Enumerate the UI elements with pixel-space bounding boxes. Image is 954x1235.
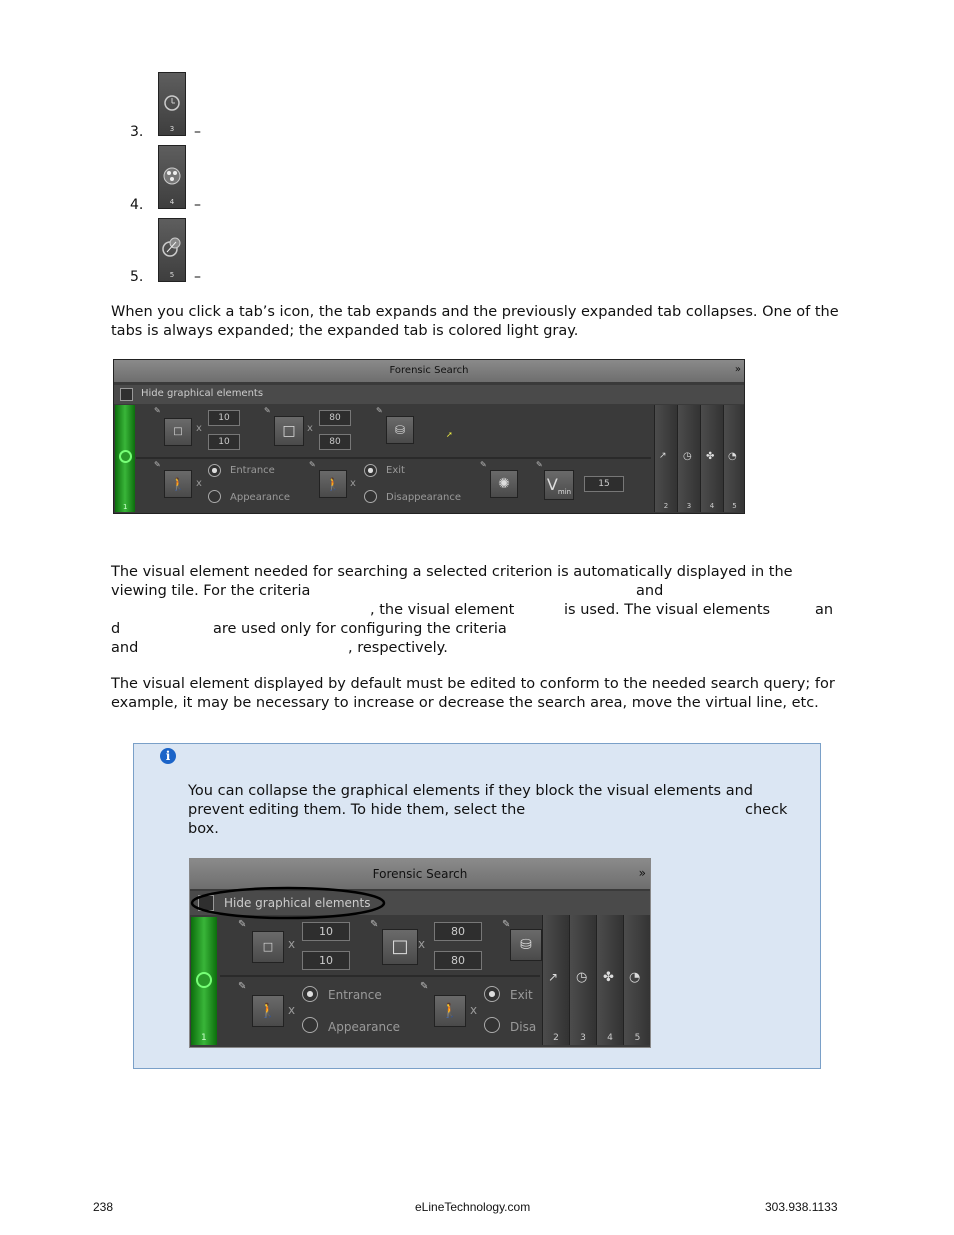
clock-icon: ◷: [576, 970, 588, 985]
list-number: 3.: [130, 124, 144, 140]
speed-icon: ◔: [629, 970, 641, 985]
height-min-spinner[interactable]: 10: [208, 434, 240, 450]
tab-digit: 3: [169, 125, 175, 133]
page-number: 238: [93, 1200, 114, 1214]
hide-graphical-checkbox[interactable]: [120, 388, 133, 401]
tab-1-active[interactable]: 1: [191, 917, 217, 1045]
exit-radio[interactable]: [484, 986, 500, 1002]
entrance-label: Entrance: [328, 988, 382, 1002]
object-icon: [119, 450, 132, 463]
entrance-radio[interactable]: [302, 986, 318, 1002]
exit-area-button[interactable]: 🚶: [319, 470, 347, 498]
edit-icon[interactable]: ✎: [154, 460, 161, 469]
disappearance-radio[interactable]: [484, 1017, 500, 1033]
edit-icon[interactable]: ✎: [238, 919, 247, 930]
colors-icon: ✤: [706, 451, 715, 462]
tab-3[interactable]: ◷ 3: [569, 915, 596, 1045]
edit-icon[interactable]: ✎: [264, 406, 271, 415]
edit-icon[interactable]: ✎: [370, 919, 379, 930]
speed-tab-icon: [158, 218, 186, 282]
panel-title: Forensic Search: [190, 859, 650, 889]
forensic-search-panel-zoomed: Forensic Search » Hide graphical elements 1 ✎ □ x 10 10 ✎ □ x 80 80 ✎ ⛁ ✎ 🚶 x Entrance Appearance ✎ 🚶 x Exit Disa ↗ 2 ◷ 3 ✤ 4 ◔ 5: [189, 858, 651, 1048]
info-icon: i: [160, 748, 176, 764]
appearance-label: Appearance: [230, 492, 291, 503]
height-max-spinner[interactable]: 80: [434, 951, 482, 970]
edit-icon[interactable]: ✎: [420, 981, 429, 992]
direction-icon: ↗: [659, 451, 667, 461]
edit-icon[interactable]: ✎: [238, 981, 247, 992]
divider: [136, 457, 651, 459]
list-number: 4.: [130, 197, 144, 213]
divider: [220, 975, 540, 977]
forensic-search-panel: Forensic Search » Hide graphical elements 1 ✎ □ x 10 10 ✎ □ x 80 80 ✎ ⛁ ➚ ✎ 🚶 x Entrance Appearance ✎ 🚶 x Exit Disappearance ✎ ✺ ✎ $V_{min}$ 15 ↗ 2 ◷ 3 ✤ 4 ◔ 5: [113, 359, 745, 514]
disappearance-label: Disa: [510, 1020, 537, 1034]
area-small-button[interactable]: □: [164, 418, 192, 446]
entrance-label: Entrance: [230, 465, 275, 476]
exit-radio[interactable]: [364, 464, 377, 477]
edit-icon[interactable]: ✎: [480, 460, 487, 469]
hide-graphical-label: Hide graphical elements: [224, 896, 371, 910]
edit-icon[interactable]: ✎: [536, 460, 543, 469]
tab-4[interactable]: ✤ 4: [596, 915, 623, 1045]
tab-2[interactable]: ↗ 2: [654, 405, 677, 512]
height-max-spinner[interactable]: 80: [319, 434, 351, 450]
color-wheel-button[interactable]: ✺: [490, 470, 518, 498]
tab-1-active[interactable]: 1: [115, 405, 135, 512]
hide-graphical-row[interactable]: [114, 385, 744, 404]
tab-2[interactable]: ↗ 2: [542, 915, 569, 1045]
collapse-chevron-icon[interactable]: »: [638, 866, 646, 880]
colors-icon: ✤: [603, 970, 614, 985]
appearance-radio[interactable]: [302, 1017, 318, 1033]
color-bucket-button[interactable]: ⛁: [510, 929, 542, 961]
list-number: 5.: [130, 269, 144, 285]
entrance-radio[interactable]: [208, 464, 221, 477]
speed-spinner[interactable]: 15: [584, 476, 624, 492]
width-min-spinner[interactable]: 10: [208, 410, 240, 426]
entrance-area-button[interactable]: 🚶: [252, 995, 284, 1027]
speed-button[interactable]: $V_{min}$: [544, 470, 574, 500]
height-min-spinner[interactable]: 10: [302, 951, 350, 970]
width-min-spinner[interactable]: 10: [302, 922, 350, 941]
exit-label: Exit: [510, 988, 533, 1002]
tab-5[interactable]: ◔ 5: [723, 405, 745, 512]
clock-tab-icon: [158, 72, 186, 136]
exit-area-button[interactable]: 🚶: [434, 995, 466, 1027]
clock-icon: ◷: [683, 451, 692, 462]
appearance-label: Appearance: [328, 1020, 401, 1034]
tab-5[interactable]: ◔ 5: [623, 915, 651, 1045]
list-dash: –: [194, 124, 201, 140]
panel-title: Forensic Search: [114, 360, 744, 382]
edit-paragraph: The visual element displayed by default must be edited to conform to the needed search query; for example, it may be necessary to increase or decrease the search area, move the virtual line, etc.: [111, 676, 835, 711]
exit-label: Exit: [386, 465, 405, 476]
edit-icon[interactable]: ✎: [309, 460, 316, 469]
width-max-spinner[interactable]: 80: [434, 922, 482, 941]
edit-icon[interactable]: ✎: [502, 919, 511, 930]
tab-4[interactable]: ✤ 4: [700, 405, 723, 512]
cursor-icon: ➚: [446, 430, 453, 439]
colors-tab-icon: [158, 145, 186, 209]
edit-icon[interactable]: ✎: [376, 406, 383, 415]
list-dash: –: [194, 269, 201, 285]
width-max-spinner[interactable]: 80: [319, 410, 351, 426]
collapse-chevron-icon[interactable]: »: [734, 364, 741, 375]
area-large-button[interactable]: □: [382, 929, 418, 965]
footer-phone: 303.938.1133: [765, 1200, 838, 1214]
area-small-button[interactable]: □: [252, 931, 284, 963]
color-bucket-button[interactable]: ⛁: [386, 416, 414, 444]
tab-3[interactable]: ◷ 3: [677, 405, 700, 512]
tab-digit: 4: [169, 198, 175, 206]
edit-icon[interactable]: ✎: [154, 406, 161, 415]
speed-icon: ◔: [728, 451, 737, 462]
disappearance-label: Disappearance: [386, 492, 462, 503]
area-large-button[interactable]: □: [274, 416, 304, 446]
appearance-radio[interactable]: [208, 490, 221, 503]
tab-digit: 5: [169, 271, 175, 279]
intro-paragraph: When you click a tab’s icon, the tab expands and the previously expanded tab collapses. One of the tabs is always expanded; the expanded tab is colored light gray.: [111, 304, 839, 339]
disappearance-radio[interactable]: [364, 490, 377, 503]
highlight-ellipse: [190, 886, 390, 922]
hide-graphical-label: Hide graphical elements: [141, 388, 264, 399]
footer-site: eLineTechnology.com: [415, 1200, 531, 1214]
direction-icon: ↗: [548, 970, 559, 984]
entrance-area-button[interactable]: 🚶: [164, 470, 192, 498]
list-dash: –: [194, 197, 201, 213]
object-icon: [196, 972, 212, 988]
